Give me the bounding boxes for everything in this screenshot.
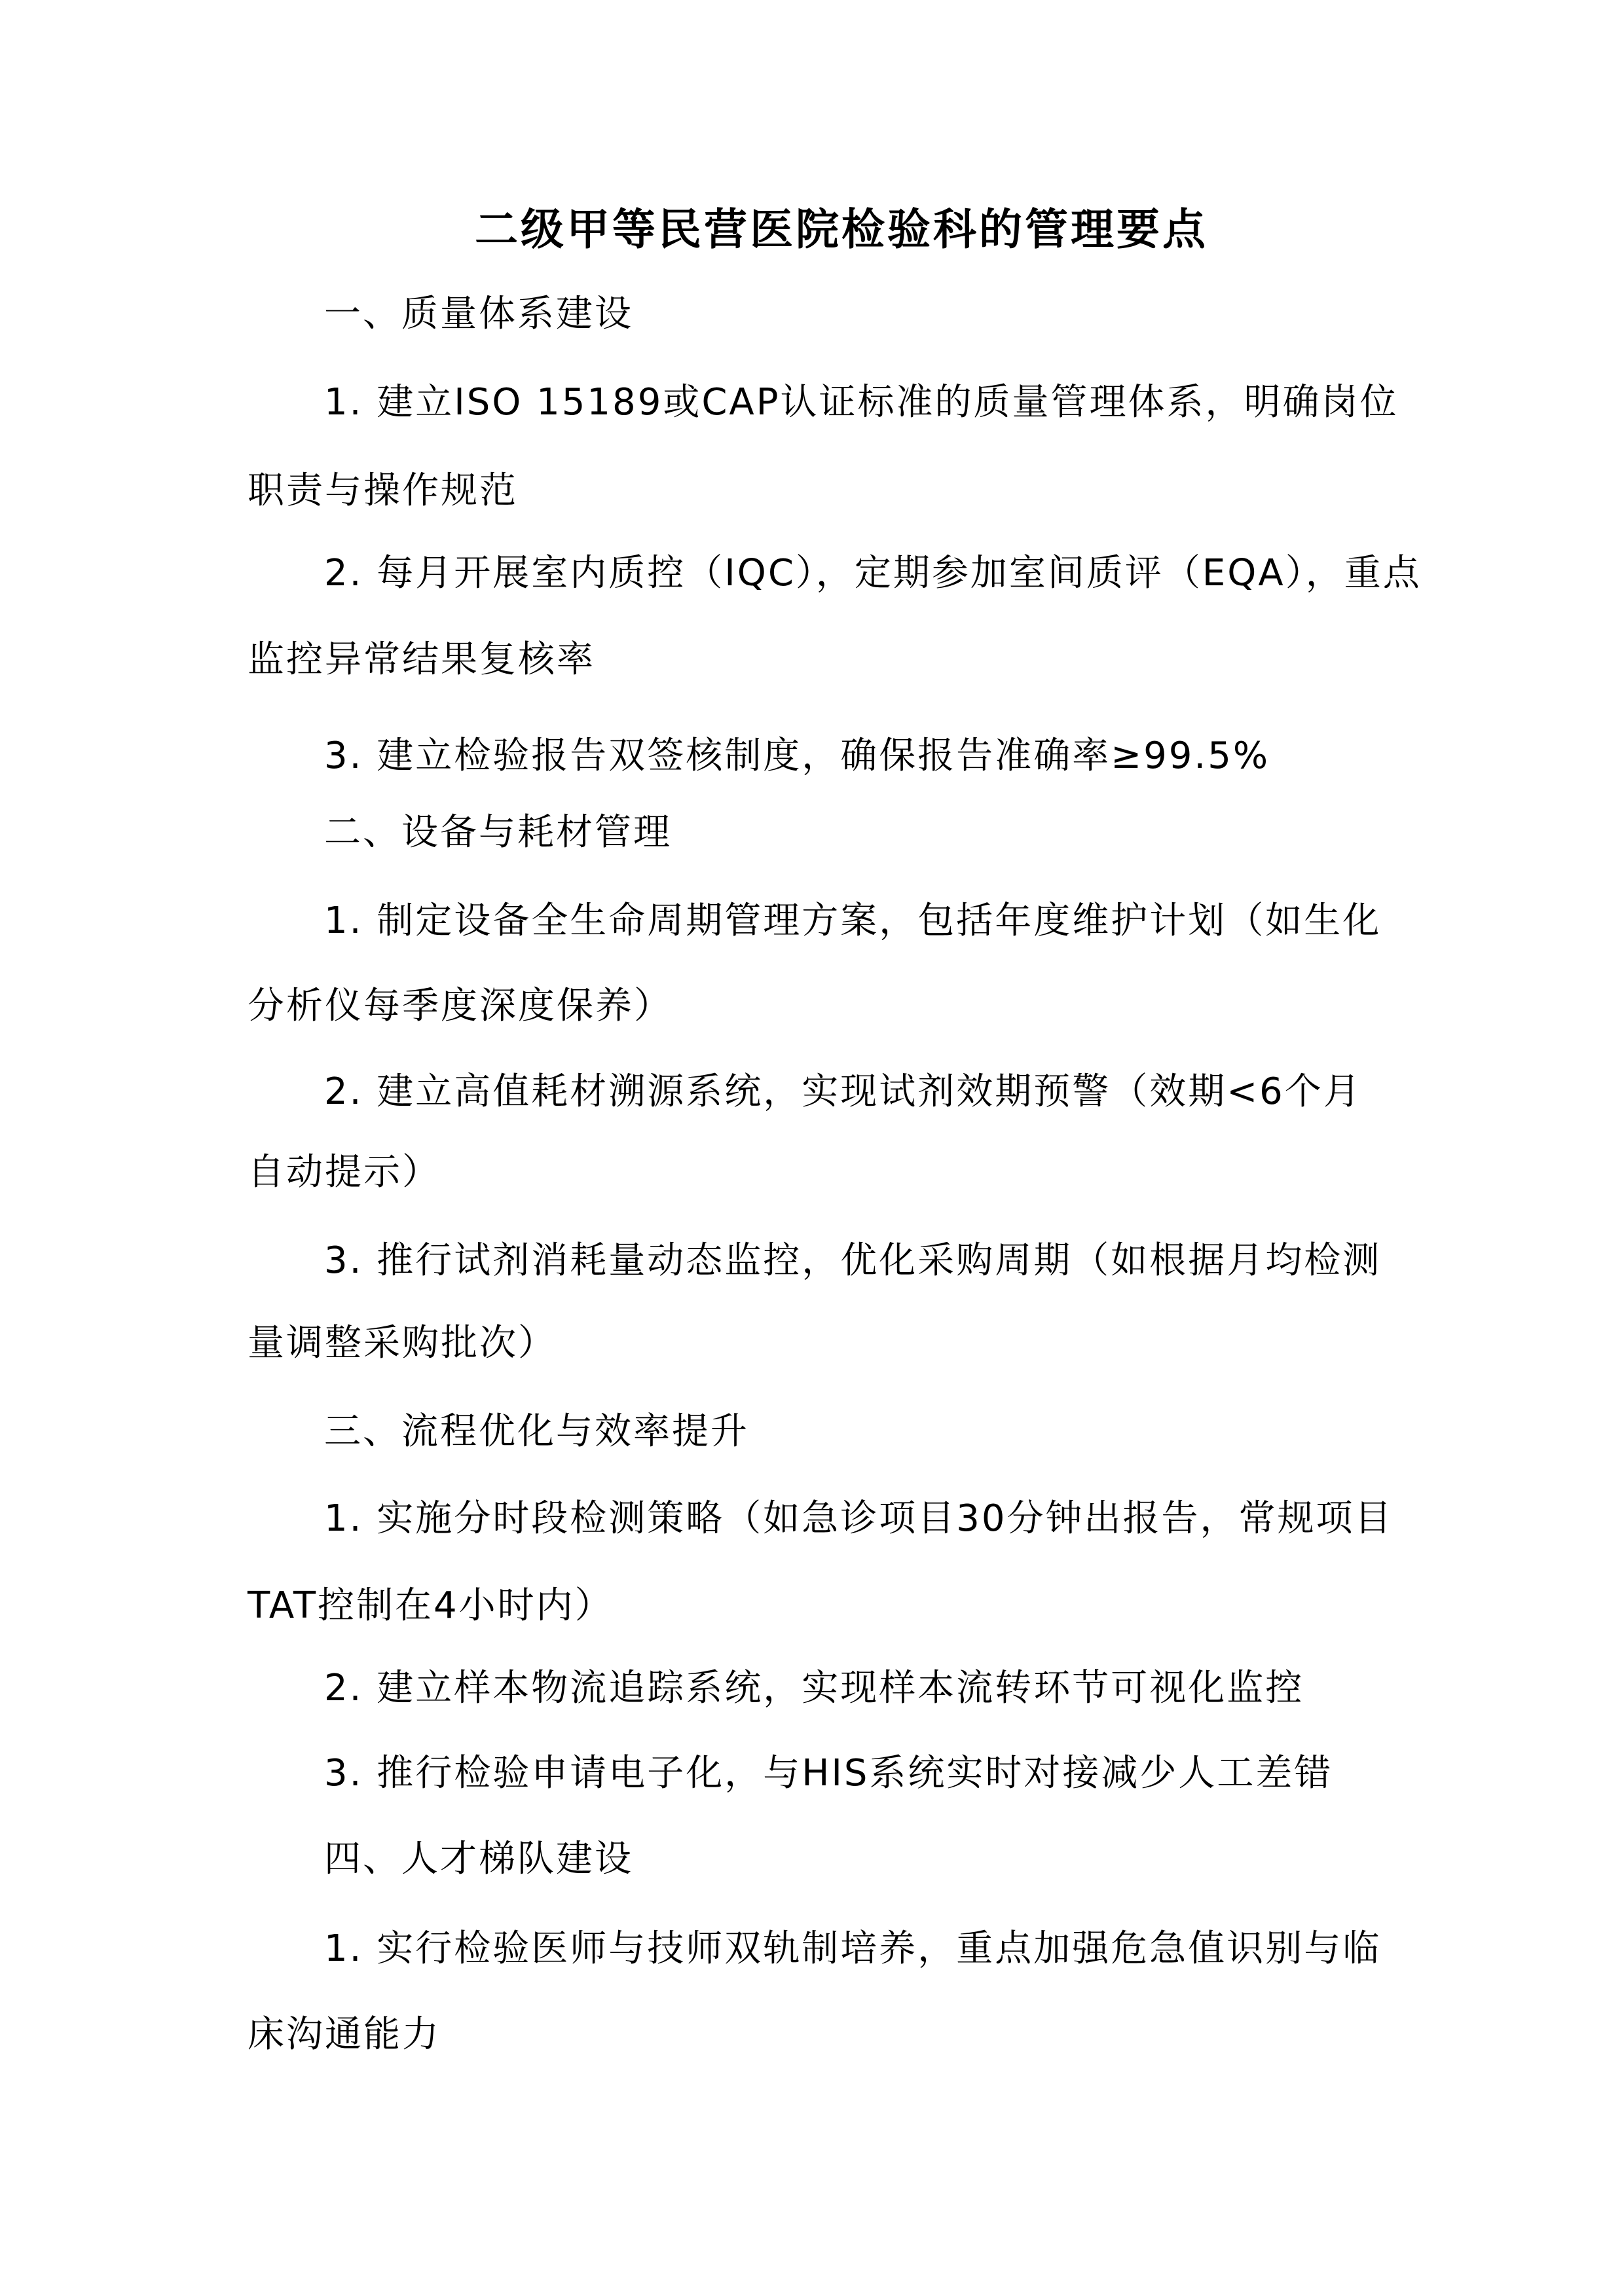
list-item-line: 2. 建立样本物流追踪系统，实现样本流转环节可视化监控	[324, 1667, 1304, 1709]
document-title: 二级甲等民营医院检验科的管理要点	[475, 204, 1208, 255]
list-item-line: 3. 推行检验申请电子化，与HIS系统实时对接减少人工差错	[324, 1752, 1333, 1795]
list-item-line: 1. 实行检验医师与技师双轨制培养，重点加强危急值识别与临	[324, 1927, 1382, 1970]
list-item-line: 3. 推行试剂消耗量动态监控，优化采购周期（如根据月均检测	[324, 1239, 1382, 1282]
list-item-line: TAT控制在4小时内）	[248, 1584, 614, 1627]
list-item-line: 1. 建立ISO 15189或CAP认证标准的质量管理体系，明确岗位	[324, 381, 1399, 424]
section-heading-quality-system: 一、质量体系建设	[324, 293, 633, 335]
list-item-line: 监控异常结果复核率	[248, 638, 595, 681]
list-item-line: 2. 每月开展室内质控（IQC），定期参加室间质评（EQA），重点	[324, 552, 1422, 594]
list-item-line: 3. 建立检验报告双签核制度，确保报告准确率≥99.5%	[324, 735, 1270, 777]
list-item-line: 1. 实施分时段检测策略（如急诊项目30分钟出报告，常规项目	[324, 1497, 1393, 1540]
list-item-line: 自动提示）	[248, 1151, 441, 1194]
list-item-line: 1. 制定设备全生命周期管理方案，包括年度维护计划（如生化	[324, 900, 1382, 942]
section-heading-process-optimization: 三、流程优化与效率提升	[324, 1410, 749, 1453]
section-heading-talent: 四、人才梯队建设	[324, 1838, 633, 1880]
section-heading-equipment: 二、设备与耗材管理	[324, 811, 672, 854]
list-item-line: 分析仪每季度深度保养）	[248, 985, 673, 1027]
list-item-line: 量调整采购批次）	[248, 1322, 557, 1364]
list-item-line: 2. 建立高值耗材溯源系统，实现试剂效期预警（效期<6个月	[324, 1070, 1362, 1113]
list-item-line: 床沟通能力	[248, 2013, 441, 2056]
list-item-line: 职责与操作规范	[248, 469, 518, 512]
